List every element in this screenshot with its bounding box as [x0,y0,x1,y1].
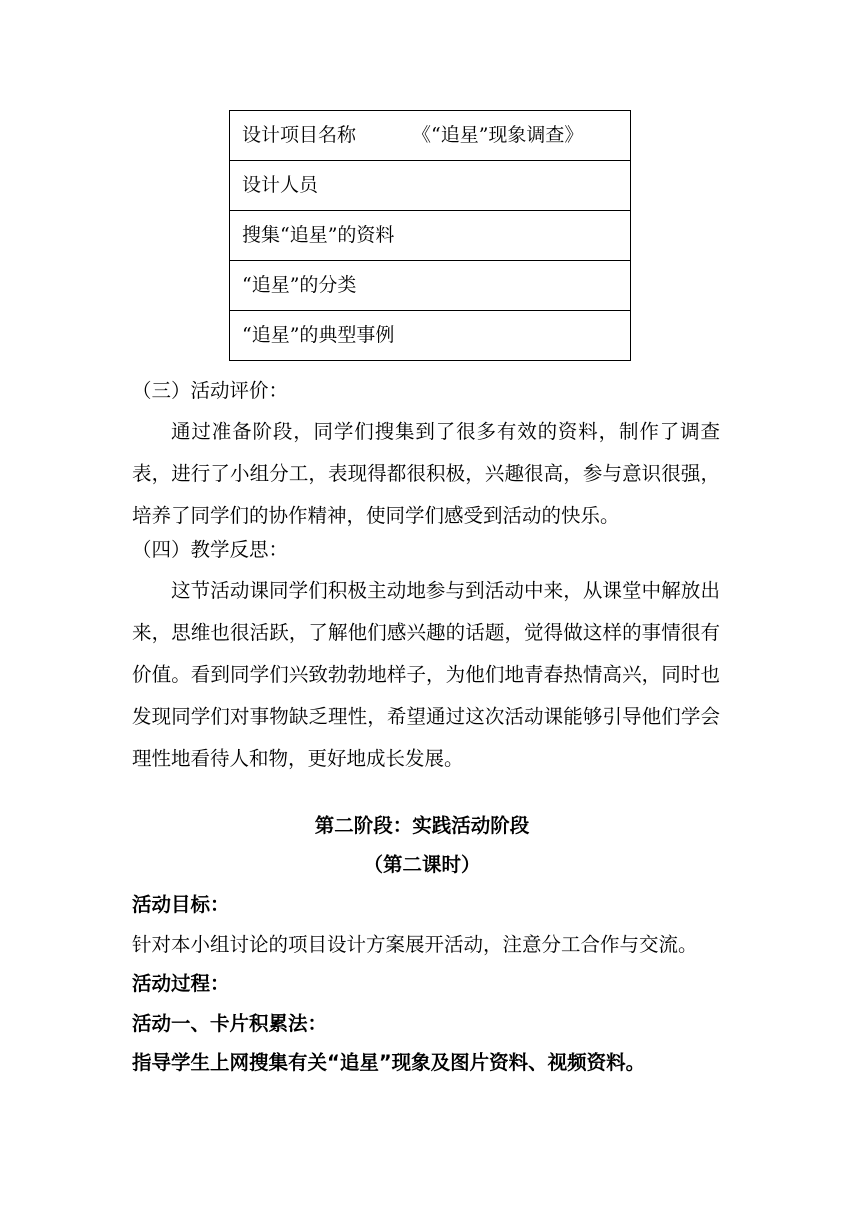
table-cell [230,261,631,311]
table-row [230,261,631,311]
collect-materials-label: 搜集“追星”的资料 [242,224,395,246]
reflection-heading: （四）教学反思： [132,538,289,561]
process-label: 活动过程： [132,972,230,995]
evaluation-heading: （三）活动评价： [132,379,289,402]
table-row [230,111,631,161]
reflection-paragraph: 这节活动课同学们积极主动地参与到活动中来，从课堂中解放出来，思维也很活跃，了解他们感兴趣的话题，觉得做这样的事情很有价值。看到同学们兴致勃勃地样子，为他们地青春热情高兴，同时也发现同学们对事物缺乏理性，希望通过这次活动课能够引导他们学会理性地看待人和物，更好地成长发展。 [132,579,720,770]
activity1-text: 指导学生上网搜集有关“追星”现象及图片资料、视频资料。 [132,1051,646,1074]
table-row [230,161,631,211]
table-row [230,311,631,361]
table-row [230,211,631,261]
project-name-value: 《“追星”现象调查》 [412,124,584,146]
designers-label: 设计人员 [242,174,319,196]
stage-title: 第二阶段：实践活动阶段 [314,814,530,837]
table-cell [230,211,631,261]
table-cell [230,311,631,361]
evaluation-paragraph: 通过准备阶段，同学们搜集到了很多有效的资料，制作了调查表，进行了小组分工，表现得都很积极，兴趣很高，参与意识很强，培养了同学们的协作精神，使同学们感受到活动的快乐。 [132,420,720,527]
goal-text: 针对本小组讨论的项目设计方案展开活动，注意分工合作与交流。 [132,933,698,956]
goal-label: 活动目标： [132,893,230,916]
classification-label: “追星”的分类 [242,274,357,296]
project-name-label: 设计项目名称 [242,124,357,146]
design-table [229,110,631,361]
stage-subtitle: （第二课时） [363,853,481,876]
activity1-label: 活动一、卡片积累法： [132,1012,328,1035]
table-cell [230,111,631,161]
typical-cases-label: “追星”的典型事例 [242,324,395,346]
table-cell [230,161,631,211]
